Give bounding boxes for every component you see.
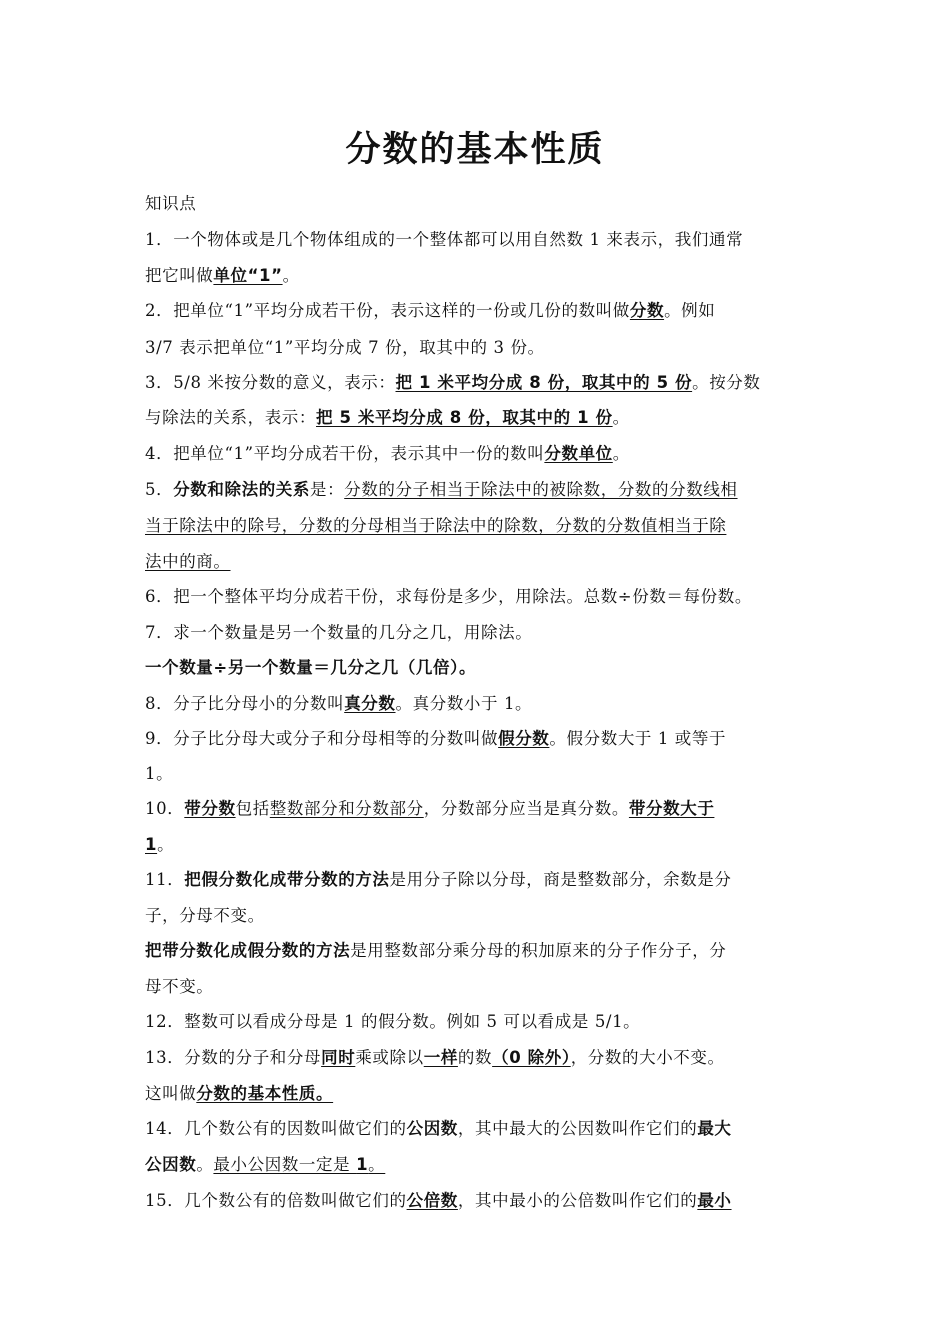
emphasized-term: 一样 [423,1048,458,1067]
text-segment: 4．把单位“1”平均分成若干份，表示其中一份的数叫 [145,444,545,463]
emphasized-term: 把带分数化成假分数的方法 [145,941,351,960]
text-line [145,228,743,252]
text-segment: 。例如 [664,301,716,320]
text-segment: 是用分子除以分母，商是整数部分，余数是分 [389,870,732,889]
text-segment: 13．分数的分子和分母 [145,1048,322,1067]
text-segment: 母不变。 [145,977,214,996]
text-segment: 1。 [145,764,174,783]
text-line [145,904,265,928]
text-line [145,442,630,466]
underlined-text: 当于除法中的除号，分数的分母相当于除法中的除数，分数的分数值相当于除 [145,516,727,535]
text-segment: ，分数的大小不变。 [570,1048,725,1067]
underlined-text: 最小公因数一定是 [213,1155,357,1174]
underlined-text: 。 [368,1155,386,1174]
text-segment: ，分数部分应当是真分数。 [423,799,629,818]
text-segment: 与除法的关系，表示： [145,408,316,427]
text-line [145,762,173,786]
text-line [145,975,213,999]
text-line [145,797,714,821]
text-line [145,264,300,288]
text-segment: 10． [145,799,185,818]
emphasized-term: 最小 [697,1191,732,1210]
text-segment: 。 [157,835,175,854]
text-segment: 7．求一个数量是另一个数量的几分之几，用除法。 [145,623,533,642]
text-line [145,1117,732,1141]
emphasized-term: 分数 [629,301,665,320]
emphasized-term: 分数的基本性质。 [196,1084,334,1103]
emphasized-term: 带分数大于 [628,799,715,818]
text-segment: 9．分子比分母大或分子和分母相等的分数叫做 [145,729,499,748]
underlined-text: 法中的商。 [145,552,231,571]
text-segment: 15．几个数公有的倍数叫做它们的 [145,1191,407,1210]
page-title: 分数的基本性质 [345,130,605,170]
text-line [145,406,630,430]
text-line [145,299,715,323]
text-line [145,1046,725,1070]
text-segment: ，其中最大的公因数叫作它们的 [457,1119,698,1138]
text-line [145,1010,640,1034]
text-segment: 1．一个物体或是几个物体组成的一个整体都可以用自然数 1 来表示，我们通常 [145,230,744,249]
emphasized-term: 公因数 [145,1155,197,1174]
text-segment: 。 [612,444,630,463]
text-line [145,727,726,751]
underlined-text: 整数部分和分数部分 [269,799,424,818]
text-line [145,585,752,609]
text-line [145,371,761,395]
text-line [145,868,732,892]
text-segment: 8．分子比分母小的分数叫 [145,694,345,713]
text-line [145,1153,385,1177]
emphasized-term: 把 1 米平均分成 8 份，取其中的 5 份 [395,373,693,392]
text-line [145,336,545,360]
emphasized-term: 一个数量÷另一个数量＝几分之几（几倍）。 [145,658,477,677]
text-segment: 。按分数 [692,373,761,392]
text-line [145,833,174,857]
section-heading: 知识点 [145,194,197,213]
emphasized-term: 分数单位 [544,444,613,463]
text-segment: 是用整数部分乘分母的积加原来的分子作分子，分 [350,941,727,960]
text-segment: 是： [310,480,345,499]
text-segment: 。 [282,266,300,285]
emphasized-term: 公倍数 [406,1191,458,1210]
text-segment: 。 [196,1155,214,1174]
text-line [145,1082,333,1106]
text-segment: 乘或除以 [355,1048,424,1067]
text-line [145,656,476,680]
emphasized-term: 把 5 米平均分成 8 份，取其中的 1 份 [316,408,613,427]
text-segment: 3/7 表示把单位“1”平均分成 7 份，取其中的 3 份。 [145,338,545,357]
emphasized-term: 分数和除法的关系 [173,480,311,499]
text-line [145,550,231,574]
text-segment: 子，分母不变。 [145,906,265,925]
emphasized-term: 公因数 [406,1119,458,1138]
emphasized-term: 带分数 [184,799,236,818]
text-line [145,939,726,963]
text-segment: ，其中最小的公倍数叫作它们的 [457,1191,698,1210]
text-line [145,692,532,716]
text-segment: 的数 [457,1048,493,1067]
text-line [145,621,532,645]
text-line [145,478,738,502]
emphasized-term: （0 除外） [492,1048,571,1067]
text-segment: 5． [145,480,174,499]
text-line [145,1189,732,1213]
text-segment: 14．几个数公有的因数叫做它们的 [145,1119,407,1138]
text-segment: 把它叫做 [145,266,214,285]
text-segment: 包括 [235,799,270,818]
text-line [145,514,726,538]
text-segment: 。 [612,408,630,427]
emphasized-term: 假分数 [498,729,550,748]
text-segment: 2．把单位“1”平均分成若干份，表示这样的一份或几份的数叫做 [145,301,630,320]
text-segment: 。真分数小于 1。 [395,694,533,713]
text-segment: 3．5/8 米按分数的意义，表示： [145,373,396,392]
emphasized-term: 把假分数化成带分数的方法 [184,870,390,889]
emphasized-term: 1 [145,835,158,854]
emphasized-term: 单位“1” [213,266,283,285]
text-segment: 12．整数可以看成分母是 1 的假分数。例如 5 可以看成是 5/1。 [145,1012,641,1031]
emphasized-term: 真分数 [344,694,396,713]
text-segment: 6．把一个整体平均分成若干份，求每份是多少，用除法。总数÷份数＝每份数。 [145,587,752,606]
text-segment: 11． [145,870,185,889]
underlined-text: 分数的分子相当于除法中的被除数，分数的分数线相 [344,480,738,499]
text-segment: 。假分数大于 1 或等于 [549,729,727,748]
emphasized-term: 最大 [697,1119,732,1138]
emphasized-term: 同时 [321,1048,356,1067]
text-segment: 这叫做 [145,1084,197,1103]
emphasized-term: 1 [356,1155,369,1174]
